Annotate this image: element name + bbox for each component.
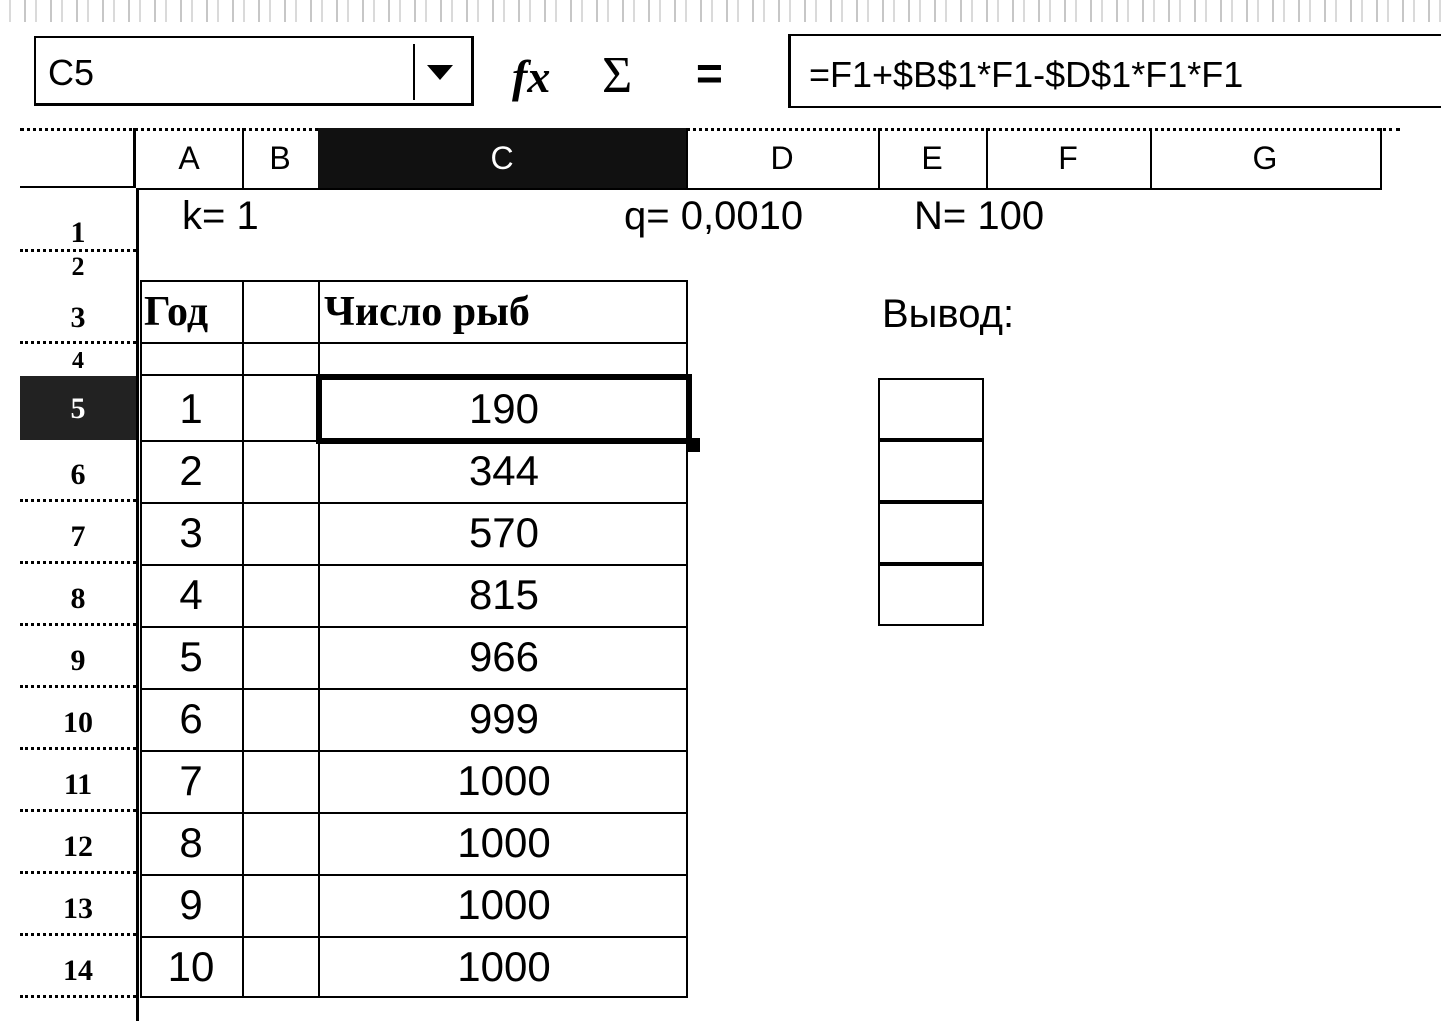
row-separator [20, 249, 136, 252]
fish-cell[interactable]: 570 [468, 509, 540, 556]
row-header-5[interactable]: 5 [20, 376, 139, 440]
column-header-f[interactable]: F [986, 128, 1152, 190]
output-label: Вывод: [882, 292, 1015, 336]
table-header-row [140, 280, 688, 344]
year-cell[interactable]: 9 [179, 881, 203, 928]
fish-cell[interactable]: 1000 [457, 881, 551, 928]
edit-formula-icon[interactable]: = [696, 47, 723, 99]
name-box-value: C5 [48, 52, 95, 93]
row-header-13[interactable]: 13 [20, 874, 139, 936]
column-header-b[interactable]: B [242, 128, 320, 190]
row-header-15-partial[interactable] [20, 998, 139, 1021]
row-separator [20, 747, 136, 750]
year-cell[interactable]: 6 [179, 695, 203, 742]
column-header-c[interactable]: C [318, 128, 688, 190]
param-q[interactable]: q= 0,0010 [624, 194, 804, 238]
fish-cell[interactable]: 344 [468, 447, 540, 494]
row-header-4[interactable]: 4 [20, 344, 139, 376]
table-row [140, 874, 688, 938]
row-separator [20, 561, 136, 564]
row-header-11[interactable]: 11 [20, 750, 139, 812]
table-row [140, 750, 688, 814]
window-top-edge [0, 0, 1441, 22]
year-cell[interactable]: 5 [179, 633, 203, 680]
active-cell-c5[interactable] [316, 374, 692, 444]
dropdown-arrow-icon[interactable] [413, 44, 465, 100]
output-box[interactable] [878, 378, 984, 440]
table-row [140, 626, 688, 690]
row-separator [20, 933, 136, 936]
row-header-14[interactable]: 14 [20, 936, 139, 998]
row-header-7[interactable]: 7 [20, 502, 139, 564]
formula-bar [0, 22, 1441, 122]
output-box[interactable] [878, 502, 984, 564]
formula-input[interactable]: =F1+$B$1*F1-$D$1*F1*F1 [788, 34, 1441, 108]
output-box[interactable] [878, 440, 984, 502]
row-separator [20, 623, 136, 626]
fish-cell[interactable]: 815 [468, 571, 540, 618]
output-box[interactable] [878, 564, 984, 626]
row-separator [20, 995, 136, 998]
fill-handle[interactable] [686, 438, 700, 452]
year-cell[interactable]: 2 [179, 447, 203, 494]
spreadsheet-grid [20, 128, 1400, 1021]
year-cell[interactable]: 4 [179, 571, 203, 618]
row-separator [20, 341, 136, 344]
row-header-8[interactable]: 8 [20, 564, 139, 626]
row-header-2[interactable]: 2 [20, 252, 139, 278]
row-header-10[interactable]: 10 [20, 688, 139, 750]
year-cell[interactable]: 8 [179, 819, 203, 866]
column-header-e[interactable]: E [878, 128, 988, 190]
fish-cell[interactable]: 1000 [457, 819, 551, 866]
header-year[interactable]: Год [144, 289, 209, 335]
table-row [140, 936, 688, 998]
row-header-1[interactable]: 1 [20, 190, 139, 252]
row-separator [20, 685, 136, 688]
fish-cell[interactable]: 999 [468, 695, 540, 742]
fish-cell[interactable]: 1000 [457, 943, 551, 990]
select-all-corner[interactable] [20, 128, 136, 188]
autosum-icon[interactable]: Σ [602, 47, 633, 104]
fish-cell[interactable]: 1000 [457, 757, 551, 804]
row-separator [20, 871, 136, 874]
fish-cell[interactable]: 966 [468, 633, 540, 680]
table-row [140, 440, 688, 504]
row-header-12[interactable]: 12 [20, 812, 139, 874]
table-row-empty [140, 344, 688, 376]
row-header-6[interactable]: 6 [20, 440, 139, 502]
column-header-d[interactable]: D [686, 128, 880, 190]
name-box[interactable] [34, 36, 474, 106]
year-cell[interactable]: 3 [179, 509, 203, 556]
param-k[interactable]: k= 1 [182, 194, 259, 238]
param-n[interactable]: N= 100 [914, 194, 1045, 238]
year-cell[interactable]: 10 [167, 943, 215, 990]
table-row [140, 812, 688, 876]
column-header-a[interactable]: A [136, 128, 244, 190]
fish-cell[interactable]: 190 [468, 385, 540, 432]
table-row [140, 502, 688, 566]
row-header-9[interactable]: 9 [20, 626, 139, 688]
table-row [140, 688, 688, 752]
column-header-g[interactable]: G [1150, 128, 1382, 190]
year-cell[interactable]: 1 [179, 385, 203, 432]
year-cell[interactable]: 7 [179, 757, 203, 804]
row-separator [20, 809, 136, 812]
table-row [140, 564, 688, 628]
function-wizard-icon[interactable]: fx [512, 51, 551, 102]
header-fish[interactable]: Число рыб [324, 289, 530, 335]
row-separator [20, 499, 136, 502]
row-header-3[interactable]: 3 [20, 278, 139, 344]
